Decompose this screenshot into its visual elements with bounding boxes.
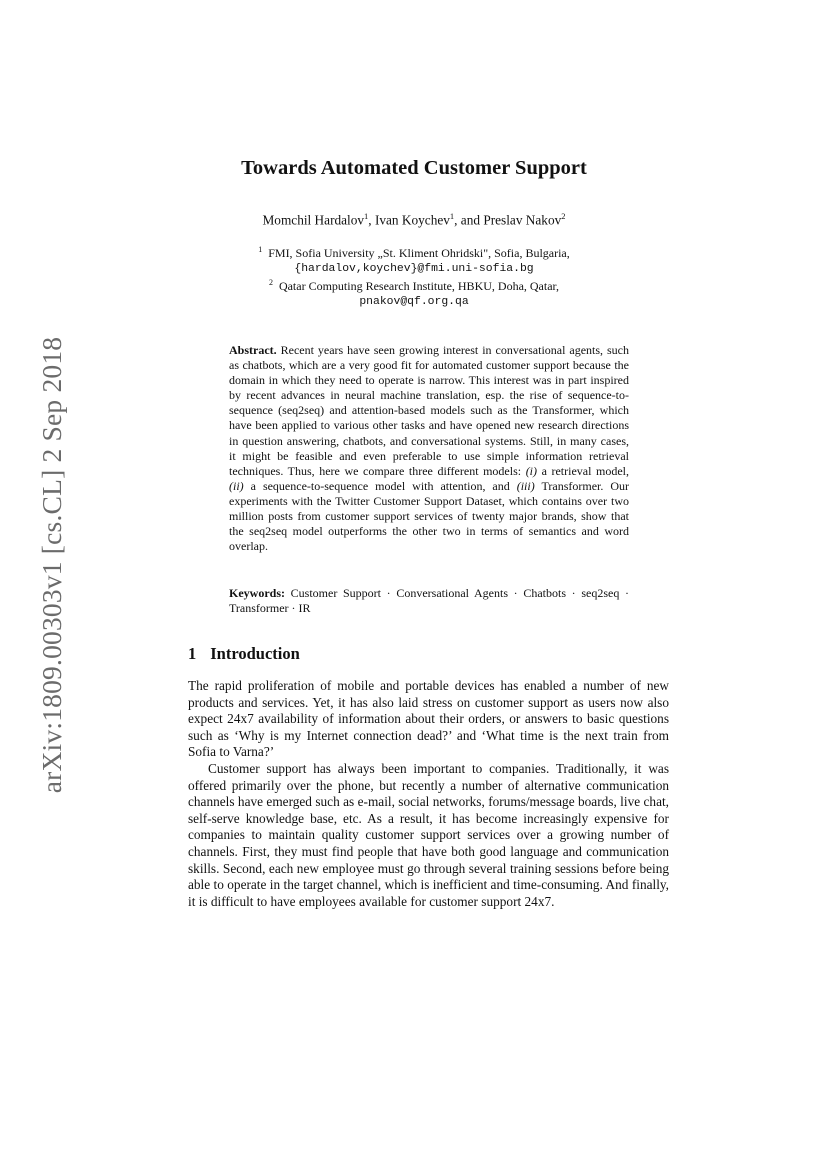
body-paragraph: The rapid proliferation of mobile and portable devices has enabled a number of new products and services. Yet, it has also laid stress on customer support as users now also expect 24x7 availability of information about their orders, or answers to basic questions such as ‘Why is my Internet connection dead?’ and ‘What time is the next train from Sofia to Varna?’ (188, 678, 669, 760)
affiliation-text: Qatar Computing Research Institute, HBKU, Doha, Qatar, (278, 279, 560, 293)
section-title: Introduction (210, 644, 300, 663)
arxiv-stamp: arXiv:1809.00303v1 [cs.CL] 2 Sep 2018 (36, 336, 67, 794)
paper-title: Towards Automated Customer Support (241, 157, 587, 179)
affiliation-mark: 1 (258, 245, 263, 254)
author-name: Ivan Koychev (374, 212, 450, 228)
abstract (229, 343, 629, 554)
affiliation-2 (0, 275, 828, 310)
author-separator: , (368, 212, 375, 228)
keywords-text: Customer Support · Conversational Agents · Chatbots · seq2seq · Transformer · IR (229, 586, 630, 616)
author-affil-mark: 1 (449, 211, 455, 221)
enum-mark: (i) (525, 463, 538, 478)
author-separator: , and (454, 212, 484, 228)
abstract-text: Recent years have seen growing interest in conversational agents, such as chatbots, which are a very good fit for automated customer support because the domain in which they need to operate is narrow. This interest was in part inspired by recent advances in neural machine translation, esp. the rise of sequence-to-sequence (seq2seq) and attention-based models such as the Transformer, which have been applied to various other tasks and have opened new research directions in question answering, chatbots, and conversational systems. Still, in many cases, it might be feasible and even preferable to use simple information retrieval techniques. Thus, here we compare three different models: (229, 343, 630, 478)
affiliation-1 (0, 242, 828, 277)
author-affil-mark: 2 (561, 211, 566, 221)
abstract-label: Abstract. (229, 343, 277, 357)
author-affil-mark: 1 (364, 211, 369, 221)
body-paragraph: Customer support has always been important to companies. Traditionally, it was offered primarily over the phone, but recently a number of alternative communication channels have emerged such as e-mail, social networks, forums/message boards, live chat, self-serve knowledge base, etc. As a result, it has become increasingly expensive for companies to maintain quality customer support services over a growing number of channels. First, they must find people that have both good language and communication skills. Second, each new employee must go through several training sessions before being able to operate in the target channel, which is inefficient and time-consuming. And finally, it is difficult to have employees available for customer support 24x7. (188, 761, 669, 909)
enum-mark: (iii) (516, 478, 535, 493)
keywords (229, 586, 629, 616)
abstract-text: Transformer. Our experiments with the Twitter Customer Support Dataset, which contains over two million posts from customer support services of twenty major brands, show that the seq2seq model outperforms the other two in terms of semantics and word overlap. (229, 478, 629, 554)
affiliation-text: FMI, Sofia University „St. Kliment Ohridski", Sofia, Bulgaria, (268, 246, 570, 260)
abstract-text: a retrieval model, (537, 463, 630, 478)
author-name: Momchil Hardalov (262, 212, 365, 228)
affiliation-email: pnakov@qf.org.qa (359, 295, 469, 308)
affiliation-mark: 2 (268, 278, 273, 287)
section-heading (188, 644, 300, 664)
affiliation-email: {hardalov,koychev}@fmi.uni-sofia.bg (294, 262, 534, 275)
keywords-label: Keywords: (229, 586, 285, 600)
author-name: Preslav Nakov (483, 212, 562, 228)
abstract-text: a sequence-to-sequence model with attention, and (243, 478, 517, 493)
author-list (0, 211, 828, 228)
enum-mark: (ii) (229, 478, 244, 493)
section-number: 1 (188, 644, 197, 663)
